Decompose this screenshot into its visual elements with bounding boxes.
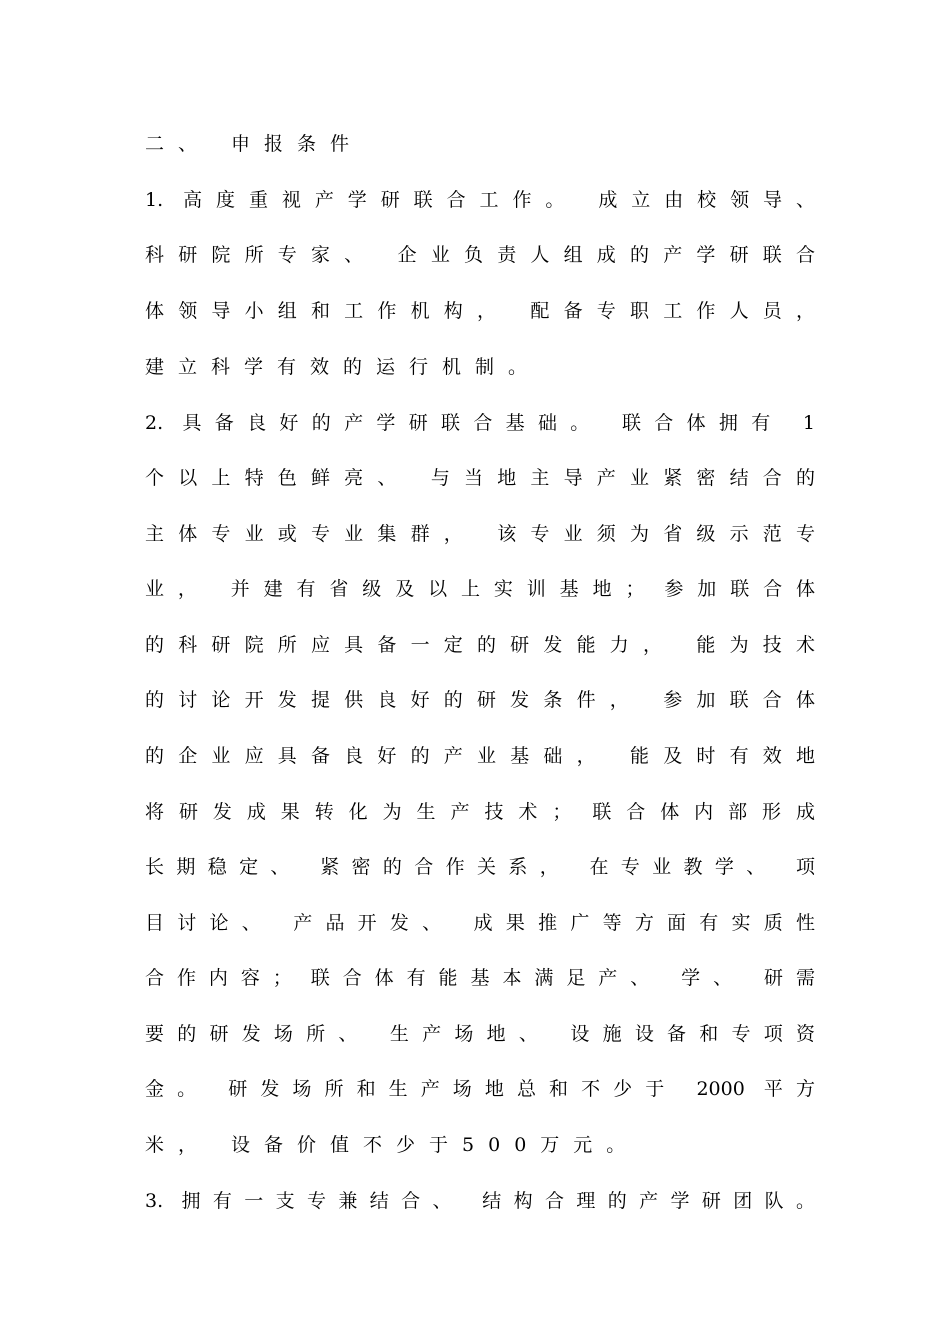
- paragraph-line: 个以上特色鲜亮、 与当地主导产业紧密结合的: [145, 467, 815, 489]
- paragraph-line: 体领导小组和工作机构， 配备专职工作人员，: [145, 300, 815, 322]
- paragraph-line: 目讨论、 产品开发、 成果推广等方面有实质性: [145, 912, 815, 934]
- paragraph-line: 的科研院所应具备一定的研发能力， 能为技术: [145, 634, 815, 656]
- paragraph-line: 金。 研发场所和生产场地总和不少于 2000 平方: [145, 1078, 815, 1100]
- paragraph-line: 米， 设备价值不少于500万元。: [145, 1134, 640, 1156]
- paragraph-line: 建立科学有效的运行机制。: [145, 356, 542, 378]
- paragraph-line: 2. 具备良好的产学研联合基础。 联合体拥有 1: [145, 412, 815, 434]
- paragraph-line: 要的研发场所、 生产场地、 设施设备和专项资: [145, 1023, 815, 1045]
- paragraph-line: 的讨论开发提供良好的研发条件， 参加联合体: [145, 689, 815, 711]
- section-heading: 二、 申报条件: [145, 133, 364, 155]
- paragraph-line: 业， 并建有省级及以上实训基地； 参加联合体: [145, 578, 815, 600]
- paragraph-line: 主体专业或专业集群， 该专业须为省级示范专: [145, 523, 815, 545]
- paragraph-line: 将研发成果转化为生产技术； 联合体内部形成: [145, 801, 815, 823]
- paragraph-line: 的企业应具备良好的产业基础， 能及时有效地: [145, 745, 815, 767]
- paragraph-line: 3. 拥有一支专兼结合、 结构合理的产学研团队。: [145, 1190, 815, 1212]
- paragraph-line: 合作内容； 联合体有能基本满足产、 学、 研需: [145, 967, 815, 989]
- paragraph-line: 长期稳定、 紧密的合作关系， 在专业教学、 项: [145, 856, 815, 878]
- paragraph-line: 1. 高度重视产学研联合工作。 成立由校领导、: [145, 189, 815, 211]
- paragraph-line: 科研院所专家、 企业负责人组成的产学研联合: [145, 244, 815, 266]
